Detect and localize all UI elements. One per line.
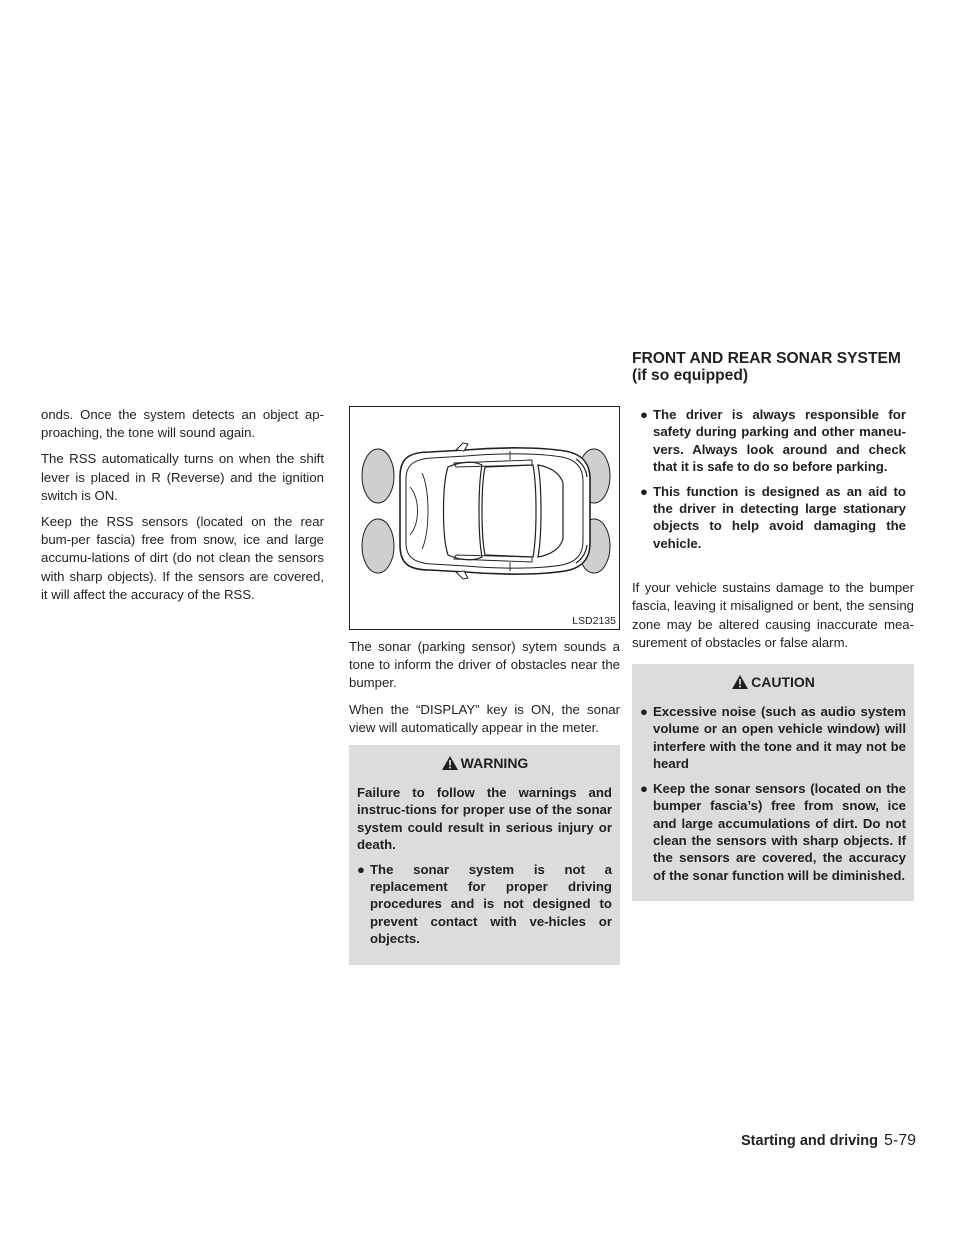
page-number: 5-79 (883, 1132, 916, 1149)
column-2 (349, 406, 620, 975)
warning-title: WARNING (460, 755, 529, 772)
column-1 (41, 406, 324, 612)
sonar-figure (349, 406, 620, 630)
bullet-glyph: ● (640, 780, 648, 796)
warning-bullet (640, 406, 906, 476)
warning-intro: Failure to follow the warnings and instruc-tions for proper use of the sonar system could result in serious injury or death. (357, 785, 612, 853)
caution-title: CAUTION (751, 674, 815, 691)
section-title-line2: (if so equipped) (632, 367, 749, 384)
paragraph: The RSS automatically turns on when the shift lever is placed in R (Reverse) and the ignition switch is ON. (41, 451, 324, 503)
caution-bullet-text: Keep the sonar sensors (located on the bumper fascia’s) free from snow, ice and large accumulations of dirt. Do not clean the sensors with sharp objects. If the sensors are covered, the accuracy of the sonar function will be diminished. (653, 780, 906, 883)
footer-section-name: Starting and driving (741, 1133, 878, 1149)
figure-label: LSD2135 (572, 615, 616, 627)
caution-bullet (640, 703, 906, 773)
bullet-glyph: ● (640, 704, 648, 720)
bullet-glyph: ● (640, 483, 648, 499)
column-3 (632, 406, 914, 911)
warning-bullet (357, 861, 612, 948)
caution-bullet (640, 780, 906, 884)
caution-box (632, 664, 914, 901)
sensor-zone-front-left (362, 449, 394, 503)
section-title-line1: FRONT AND REAR SONAR SYSTEM (632, 350, 901, 367)
warning-bullet (640, 483, 906, 553)
paragraph: Keep the RSS sensors (located on the rear bum-per fascia) free from snow, ice and large accumu-lations of dirt (do not clean the sensors with sharp objects). If the sensors are covered, it will affect the accuracy of the RSS. (41, 514, 324, 602)
paragraph: The sonar (parking sensor) sytem sounds a tone to inform the driver of obstacles near the bumper. (349, 639, 620, 691)
warning-triangle-icon (731, 674, 749, 690)
warning-bullet-text: The driver is always responsible for safety during parking and other maneu-vers. Always look around and check that it is safe to do so before parking. (653, 407, 906, 475)
paragraph: When the “DISPLAY” key is ON, the sonar view will automatically appear in the meter. (349, 701, 620, 735)
caution-bullet-text: Excessive noise (such as audio system volume or an open vehicle window) will interfere with the tone and it may not be heard (653, 704, 906, 772)
bullet-glyph: ● (357, 861, 365, 877)
caution-header (640, 673, 906, 691)
warning-header (357, 754, 612, 772)
warning-triangle-icon (441, 755, 459, 771)
paragraph: onds. Once the system detects an object ap-proaching, the tone will sound again. (41, 407, 324, 441)
sensor-zone-rear-left (362, 519, 394, 573)
car-top-view-illustration (350, 407, 619, 629)
warning-box-continued (632, 406, 914, 569)
bullet-glyph: ● (640, 407, 648, 422)
warning-box (349, 745, 620, 965)
page-footer (741, 1132, 916, 1150)
section-title (632, 350, 932, 384)
warning-bullet-text: This function is designed as an aid to the driver in detecting large stationary objects to help avoid damaging the vehicle. (653, 483, 906, 551)
paragraph: If your vehicle sustains damage to the bumper fascia, leaving it misaligned or bent, the sensing zone may be altered causing inaccurate mea-surement of obstacles or false alarm. (632, 580, 914, 650)
warning-bullet-text: The sonar system is not a replacement for proper driving procedures and is not designed to prevent contact with ve-hicles or objects. (370, 861, 612, 947)
